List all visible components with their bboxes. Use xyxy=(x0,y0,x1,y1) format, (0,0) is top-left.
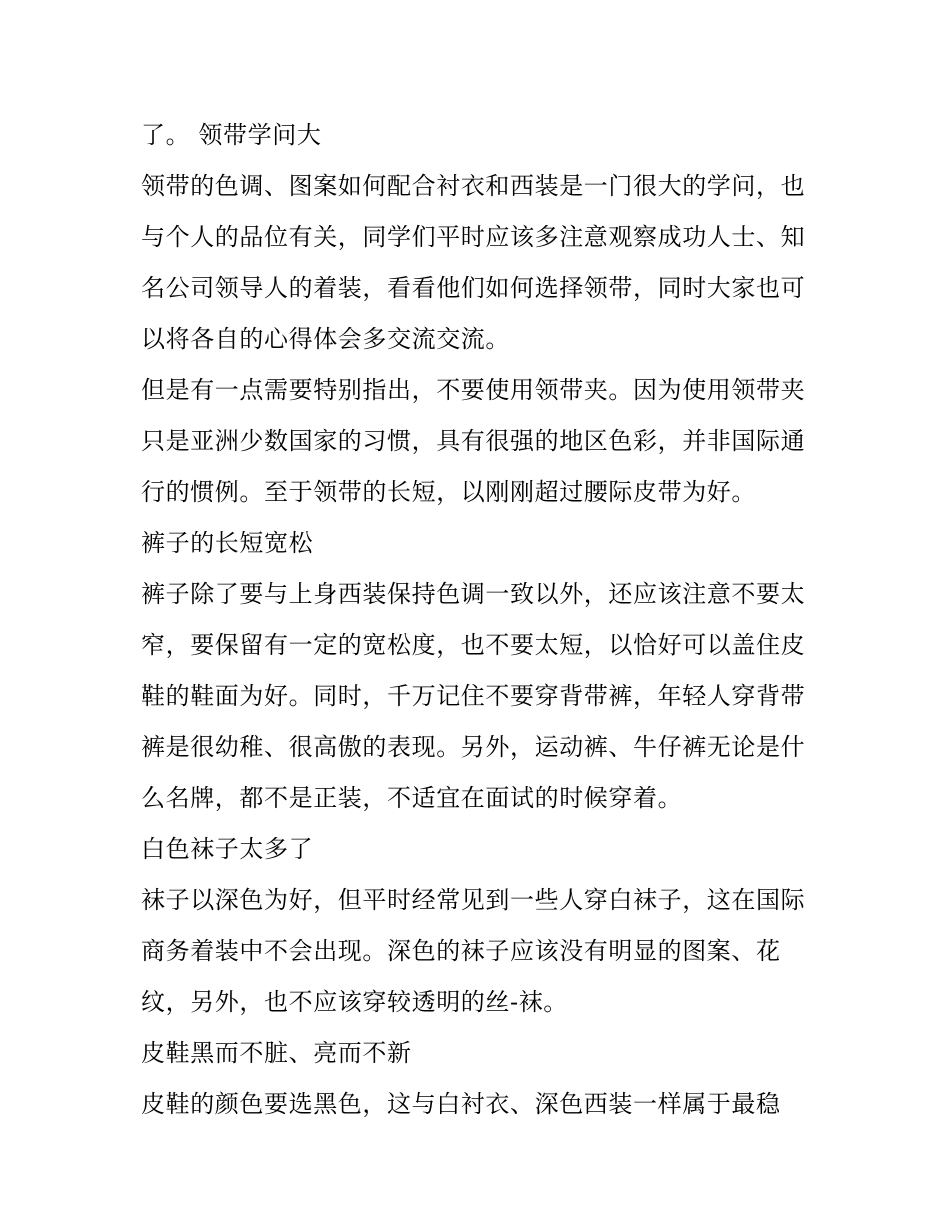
text-line: 行的惯例。至于领带的长短，以刚刚超过腰际皮带为好。 xyxy=(141,478,756,506)
section-heading: 白色袜子太多了 xyxy=(141,835,314,863)
section-heading: 皮鞋黑而不脏、亮而不新 xyxy=(141,1039,412,1067)
text-line: 名公司领导人的着装，看看他们如何选择领带，同时大家也可 xyxy=(141,274,806,302)
text-line: 与个人的品位有关，同学们平时应该多注意观察成功人士、知 xyxy=(141,223,806,251)
text-line: 纹，另外，也不应该穿较透明的丝-袜。 xyxy=(141,988,568,1016)
text-line: 袜子以深色为好，但平时经常见到一些人穿白袜子，这在国际 xyxy=(141,886,806,914)
text-line: 窄，要保留有一定的宽松度，也不要太短，以恰好可以盖住皮 xyxy=(141,631,806,659)
text-line: 鞋的鞋面为好。同时，千万记住不要穿背带裤，年轻人穿背带 xyxy=(141,682,806,710)
text-line: 商务着装中不会出现。深色的袜子应该没有明显的图案、花 xyxy=(141,937,781,965)
text-line: 裤是很幼稚、很高傲的表现。另外，运动裤、牛仔裤无论是什 xyxy=(141,733,806,761)
text-line: 皮鞋的颜色要选黑色，这与白衬衣、深色西装一样属于最稳 xyxy=(141,1090,781,1118)
text-line: 以将各自的心得体会多交流交流。 xyxy=(141,325,510,353)
document-body xyxy=(141,110,821,1130)
text-line: 裤子除了要与上身西装保持色调一致以外，还应该注意不要太 xyxy=(141,580,806,608)
section-heading: 裤子的长短宽松 xyxy=(141,529,314,557)
text-line: 领带的色调、图案如何配合衬衣和西装是一门很大的学问，也 xyxy=(141,172,806,200)
text-line: 只是亚洲少数国家的习惯，具有很强的地区色彩，并非国际通 xyxy=(141,427,806,455)
text-line: 么名牌，都不是正装，不适宜在面试的时候穿着。 xyxy=(141,784,683,812)
text-line: 了。 领带学问大 xyxy=(141,121,322,149)
text-line: 但是有一点需要特别指出，不要使用领带夹。因为使用领带夹 xyxy=(141,376,806,404)
